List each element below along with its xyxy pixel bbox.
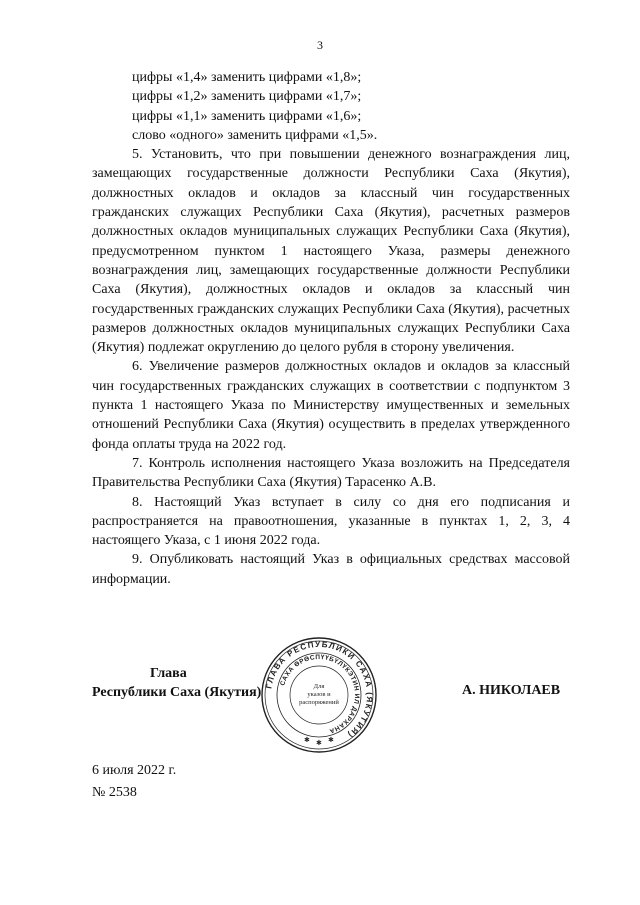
list-item: цифры «1,4» заменить цифрами «1,8»; <box>132 70 362 85</box>
signatory-title-line2: Республики Саха (Якутия) <box>92 685 262 700</box>
seal-inner-text: САХА ӨРӨСПҮҮБҮЛҮКЭТИН ИЛ ДАРХАНА <box>279 653 361 735</box>
document-date: 6 июля 2022 г. <box>92 763 177 778</box>
list-item: цифры «1,1» заменить цифрами «1,6»; <box>132 108 362 124</box>
seal-center-line2: указов и <box>307 691 331 698</box>
official-seal <box>260 636 378 754</box>
paragraph-6: 6. Увеличение размеров должностных окладов и окладов за классный чин государственных гражданских служащих в соответствии с подпунктом 3 пункта 1 настоящего Указа по Министерству имущественных и земельных отношений Республики Саха (Якутия) осуществить в пределах утвержденного фонда оплаты труда на 2022 год. <box>92 359 570 452</box>
list-item: цифры «1,2» заменить цифрами «1,7»; <box>132 89 362 105</box>
document-body <box>92 68 570 589</box>
document-footer <box>92 760 176 804</box>
seal-center-line3: распоряжений <box>299 699 339 706</box>
document-number: № 2538 <box>92 785 137 800</box>
paragraph-9: 9. Опубликовать настоящий Указ в официальных средствах массовой информации. <box>92 552 570 587</box>
signatory-title <box>92 664 261 702</box>
signatory-title-line1: Глава <box>150 666 187 681</box>
seal-star-icon: ✱ <box>328 736 334 744</box>
seal-outer-text: ГЛАВА РЕСПУБЛИКИ САХА (ЯКУТИЯ) <box>264 639 375 740</box>
paragraph-5: 5. Установить, что при повышении денежного вознаграждения лиц, замещающих государственные должности Республики Саха (Якутия), должностных окладов и окладов за классный чин государственных гражданских служащих Республики Саха (Якутия), расчетных размеров должностных окладов муниципальных служащих Республики Саха (Якутия), предусмотренном пунктом 1 настоящего Указа, размеры денежного вознаграждения лиц, замещающих государственные должности Республики Саха (Якутия), должностных окладов и окладов за классный чин государственных гражданских служащих Республики Саха (Якутия), расчетных размеров должностных окладов муниципальных служащих Республики Саха (Якутия) подлежат округлению до целого рубля в сторону увеличения. <box>92 147 570 356</box>
seal-center-line1: Для <box>313 683 325 690</box>
paragraph-7: 7. Контроль исполнения настоящего Указа возложить на Председателя Правительства Республики Саха (Якутия) Тарасенко А.В. <box>92 455 570 491</box>
page-number: 3 <box>317 38 323 52</box>
signatory-name: А. НИКОЛАЕВ <box>462 683 561 698</box>
seal-star-icon: ✱ <box>316 739 322 747</box>
paragraph-8: 8. Настоящий Указ вступает в силу со дня его подписания и распространяется на правоотношения, указанные в пунктах 1, 2, 3, 4 настоящего Указа, с 1 июня 2022 года. <box>92 494 570 549</box>
seal-star-icon: ✱ <box>304 736 310 744</box>
list-item: слово «одного» заменить цифрами «1,5». <box>132 127 378 143</box>
